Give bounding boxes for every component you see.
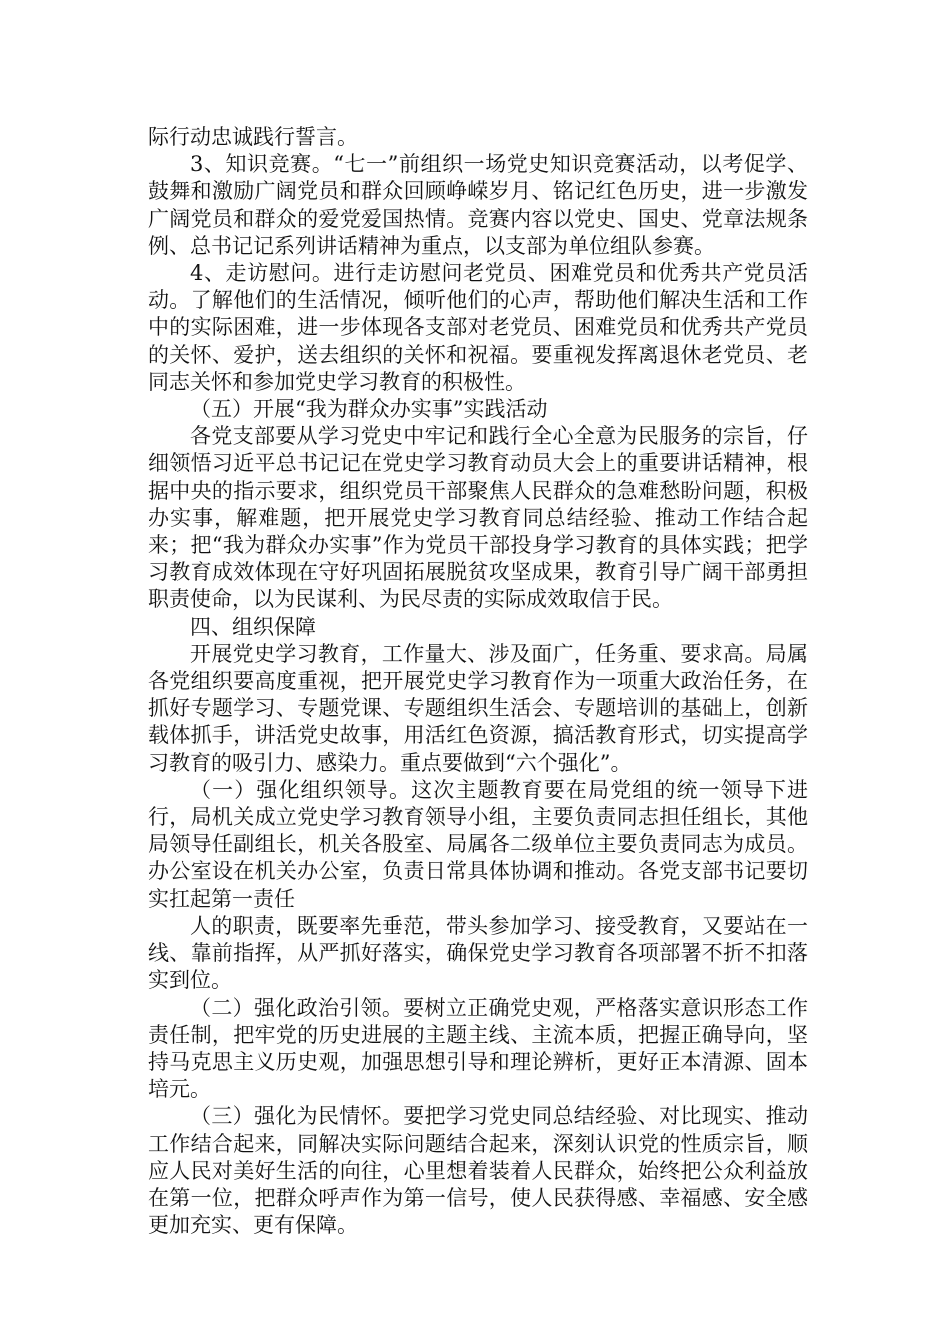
paragraph-leadership-cont: 人的职责，既要率先垂范，带头参加学习、接受教育，又要站在一线、靠前指挥，从严抓好落实，确保党史学习教育各项部署不折不扣落实到位。 [148,913,808,993]
paragraph-political: （二）强化政治引领。要树立正确党史观，严格落实意识形态工作责任制，把牢党的历史进展的主题主线、主流本质，把握正确导向，坚持马克思主义历史观，加强思想引导和理论辨析，更好正本清源、固本培元。 [148,995,808,1102]
section-heading-guarantee: 四、组织保障 [190,614,316,639]
paragraph-practice: 各党支部要从学习党史中牢记和践行全心全意为民服务的宗旨，仔细领悟习近平总书记记在党史学习教育动员大会上的重要讲话精神，根据中央的指示要求，组织党员干部聚焦人民群众的急难愁盼问题，积极办实事，解难题，把开展党史学习教育同总结经验、推动工作结合起来；把“我为群众办实事”作为党员干部投身学习教育的具体实践；把学习教育成效体现在守好巩固拓展脱贫攻坚成果，教育引导广阔干部勇担职责使命，以为民谋利、为民尽责的实际成效取信于民。 [148,424,808,612]
paragraph-people: （三）强化为民情怀。要把学习党史同总结经验、对比现实、推动工作结合起来，同解决实际问题结合起来，深刻认识党的性质宗旨，顺应人民对美好生活的向往，心里想着装着人民群众，始终把公众利益放在第一位，把群众呼声作为第一信号，使人民获得感、幸福感、安全感更加充实、更有保障。 [148,1104,808,1238]
paragraph-guarantee-intro: 开展党史学习教育，工作量大、涉及面广，任务重、要求高。局属各党组织要高度重视，把开展党史学习教育作为一项重大政治任务，在抓好专题学习、专题党课、专题组织生活会、专题培训的基础上，创新载体抓手，讲活党史故事，用活红色资源，搞活教育形式，切实提高学习教育的吸引力、感染力。重点要做到“六个强化”。 [148,641,808,775]
paragraph-0: 际行动忠诚践行誓言。 [148,125,358,149]
document-body [148,124,808,1239]
paragraph-knowledge-contest: 3、知识竞赛。“七一”前组织一场党史知识竞赛活动，以考促学、鼓舞和激励广阔党员和群众回顾峥嵘岁月、铭记红色历史，进一步激发广阔党员和群众的爱党爱国热情。竞赛内容以党史、国史、党章法规条例、总书记记系列讲话精神为重点，以支部为单位组队参赛。 [148,152,808,258]
paragraph-visits: 4、走访慰问。进行走访慰问老党员、困难党员和优秀共产党员活动。了解他们的生活情况，倾听他们的心声，帮助他们解决生活和工作中的实际困难，进一步体现各支部对老党员、困难党员和优秀共产党员的关怀、爱护，送去组织的关怀和祝福。要重视发挥离退休老党员、老同志关怀和参加党史学习教育的积极性。 [148,261,808,394]
section-heading-practice: （五）开展“我为群众办实事”实践活动 [190,397,548,422]
paragraph-leadership: （一）强化组织领导。这次主题教育要在局党组的统一领导下进行，局机关成立党史学习教育领导小组，主要负责同志担任组长，其他局领导任副组长，机关各股室、局属各二级单位主要负责同志为成员。办公室设在机关办公室，负责日常具体协调和推动。各党支部书记要切实扛起第一责任 [148,777,808,911]
